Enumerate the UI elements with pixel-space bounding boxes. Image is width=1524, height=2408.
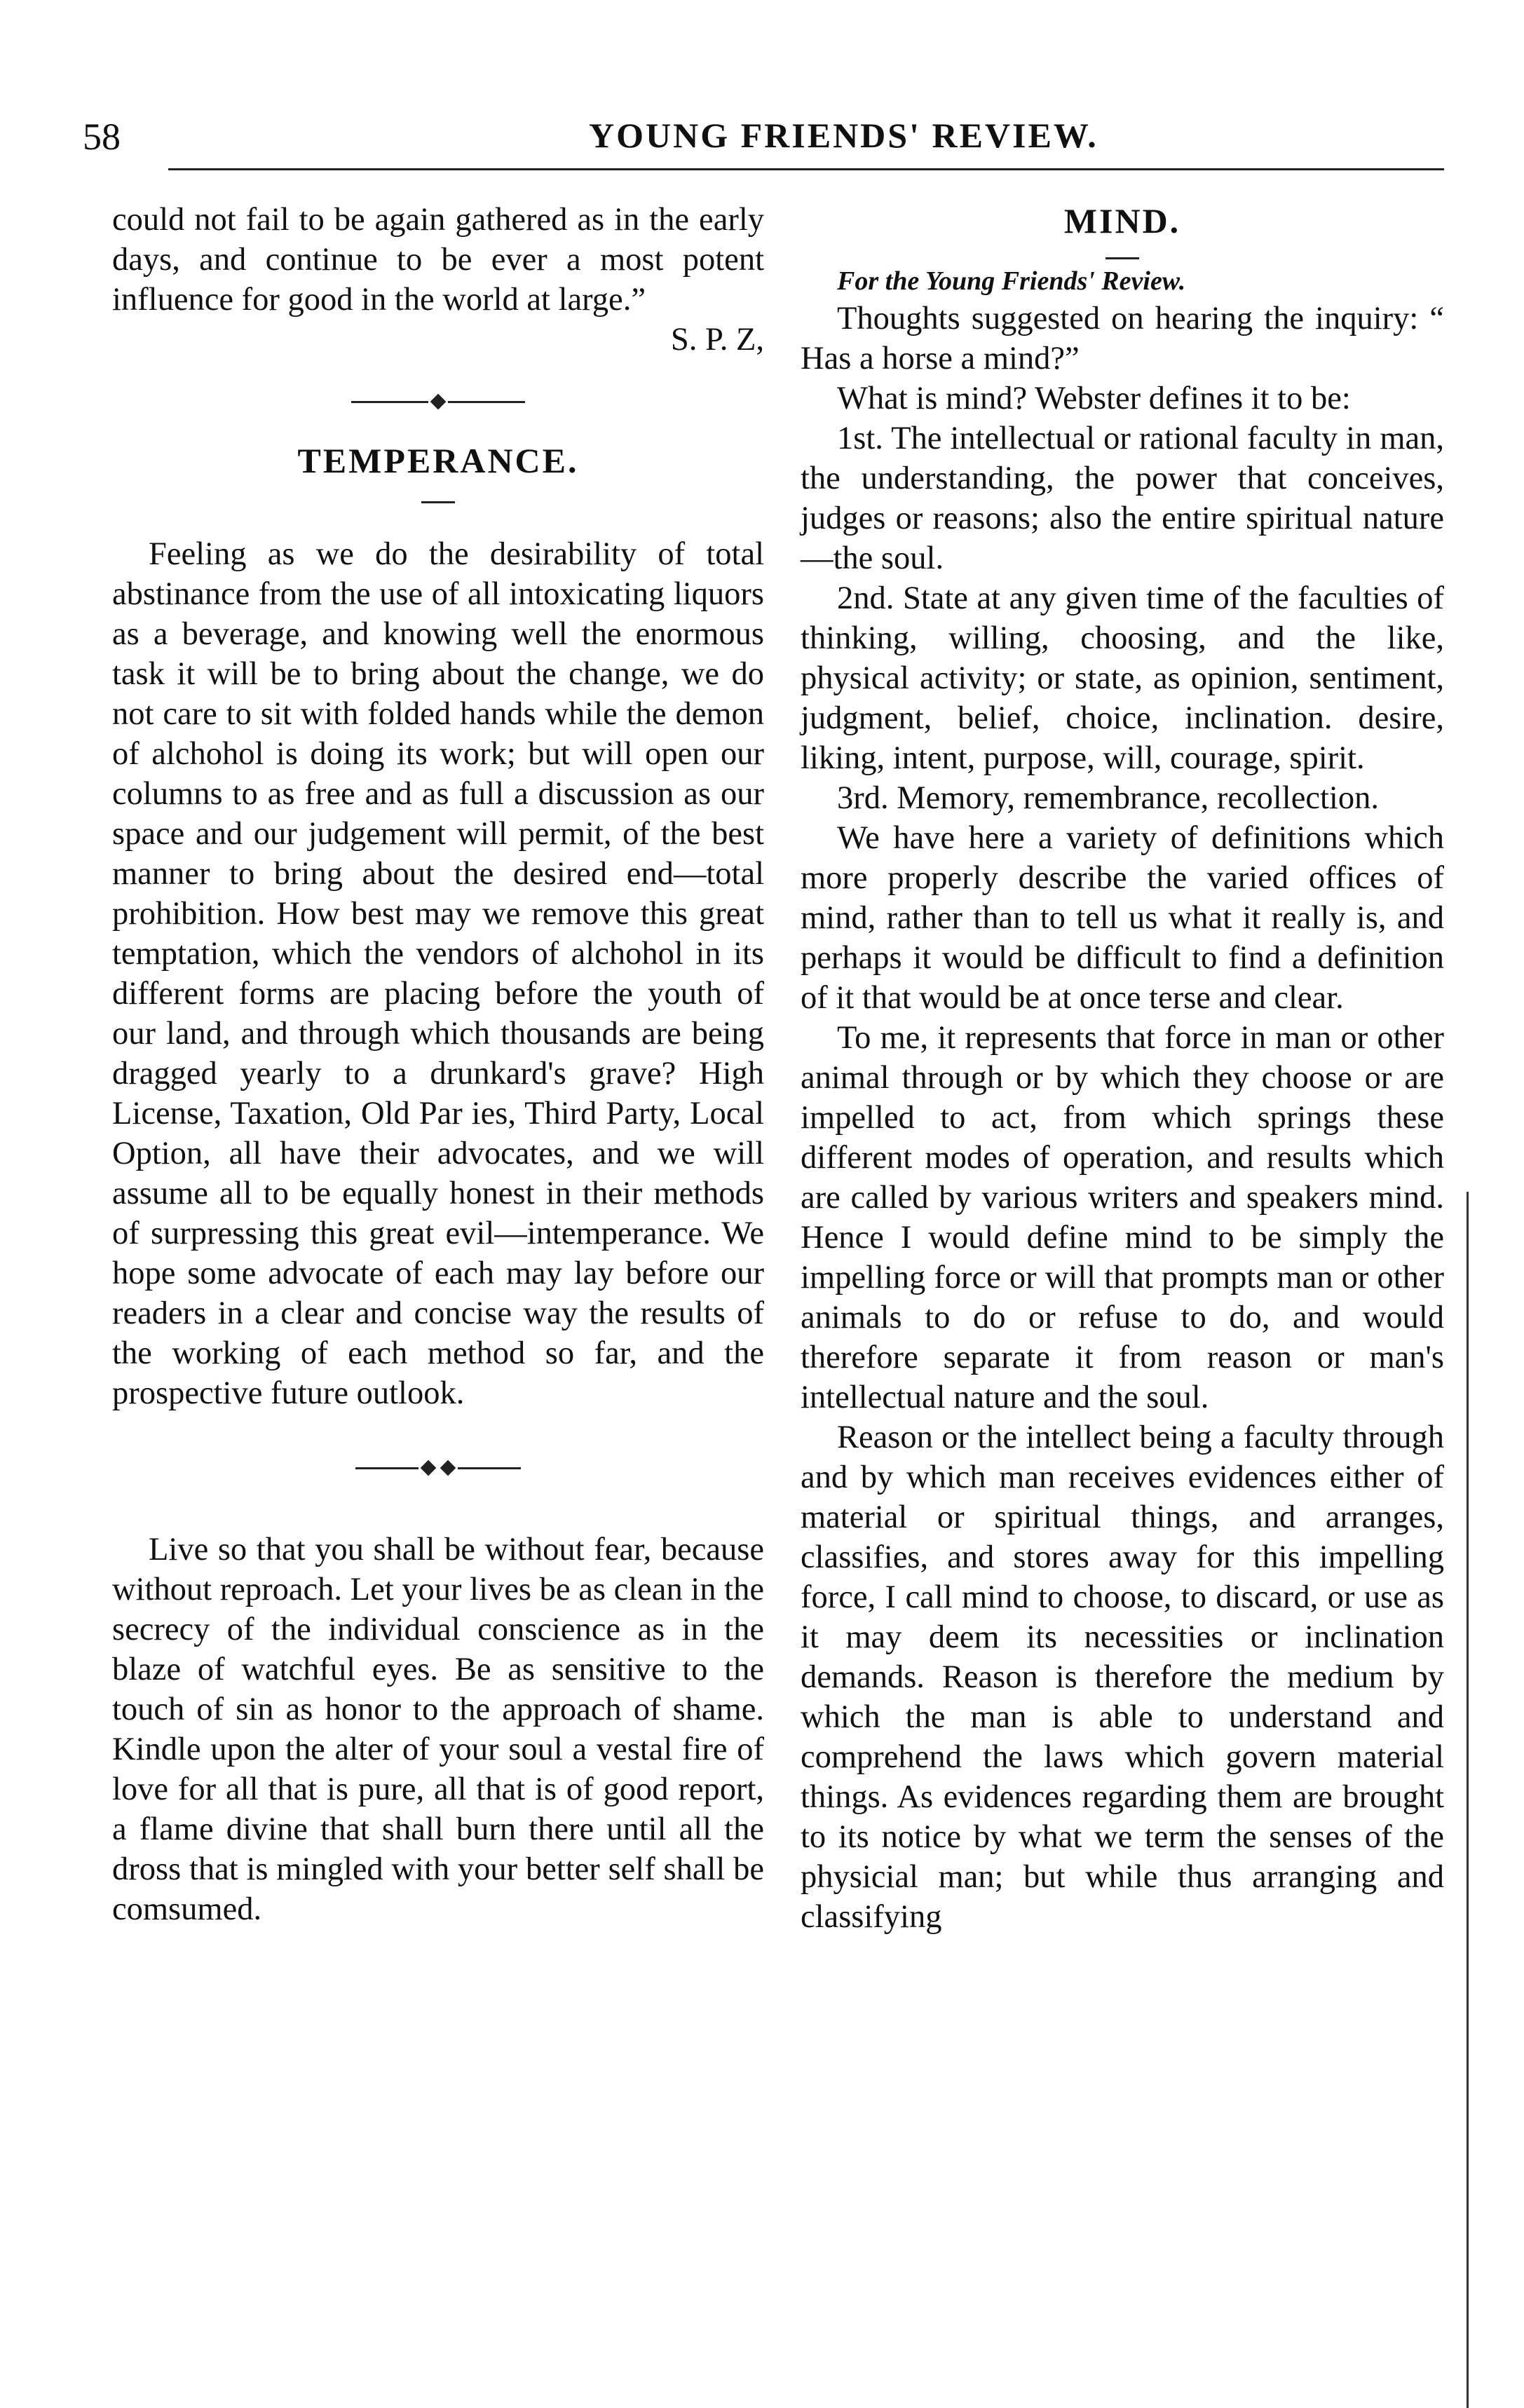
mind-paragraph: 3rd. Memory, remembrance, recollection. — [837, 780, 1379, 816]
right-column — [801, 200, 1444, 1937]
section-ornament — [112, 1462, 764, 1474]
temperance-title: TEMPERANCE. — [297, 441, 579, 480]
byline: For the Young Friends' Review. — [837, 266, 1186, 296]
temperance-paragraph: Feeling as we do the desirability of total abstinance from the use of all intoxicating liquors as a beverage, and knowing well the enormous task it will be to bring about the change, we do not care to sit with folded hands while the demon of alchohol is doing its work; but will open our columns to as free and as full a discussion as our space and our judgement will permit, of the best manner to bring about the desired end—total prohibition. How best may we remove this great temptation, which the vendors of alchohol in its different forms are placing before the youth of our land, and through which thousands are being dragged yearly to a drunkard's grave? High License, Taxation, Old Par ies, Third Party, Local Option, all have their advocates, and we will assume all to be equally honest in their methods of surpressing this great evil—intemperance. We hope some advocate of each may lay before our readers in a clear and concise way the results of the working of each method so far, and the prospective future outlook. — [112, 536, 764, 1411]
mind-title: MIND. — [1063, 201, 1181, 240]
section-ornament — [112, 396, 764, 407]
live-paragraph: Live so that you shall be without fear, because without reproach. Let your lives be as clean in the secrecy of the individual conscience as in the blaze of watchful eyes. Be as sensitive to the touch of sin as honor to the approach of shame. Kindle upon the alter of your soul a vestal fire of love for all that is pure, all that is of good report, a flame divine that shall burn there until all the dross that is mingled with your better self shall be comsumed. — [112, 1532, 764, 1927]
title-rule — [1105, 257, 1139, 259]
left-column — [112, 200, 764, 1929]
continuation-signature-line — [112, 320, 764, 360]
mind-paragraph: What is mind? Webster defines it to be: — [837, 381, 1351, 416]
mind-paragraph: We have here a variety of definitions which more properly describe the varied offices of mind, rather than to tell us what it really is, and perhaps it would be difficult to find a definition of it that would be at once terse and clear. — [801, 820, 1444, 1016]
mind-paragraph: 1st. The intellectual or rational faculty in man, the understanding, the power that conceives, judges or reasons; also the entire spiritual nature—the soul. — [801, 421, 1444, 576]
mind-paragraph: To me, it represents that force in man or other animal through or by which they choose or are impelled to act, from which springs these different modes of operation, and results which are called by various writers and speakers mind. Hence I would define mind to be simply the impelling force or will that prompts man or other animals to do or refuse to do, and would therefore separate it from reason or man's intellectual nature and the soul. — [801, 1020, 1444, 1415]
header-rule — [168, 168, 1444, 170]
mind-paragraph: Reason or the intellect being a faculty through and by which man receives evidences either of material or spiritual things, and arranges, classifies, and stores away for this impelling force, I call mind to choose, to discard, or use as it may deem its necessities or inclination demands. Reason is therefore the medium by which the man is able to understand and comprehend the laws which govern material things. As evidences regarding them are brought to its notice by what we term the senses of the physicial man; but while thus arranging and classifying — [801, 1420, 1444, 1935]
continuation-signature: S. P. Z, — [670, 322, 764, 358]
running-title: YOUNG FRIENDS' REVIEW. — [589, 116, 1098, 155]
title-rule — [421, 501, 455, 503]
mind-paragraph: Thoughts suggested on hearing the inquiry: “ Has a horse a mind?” — [801, 301, 1444, 376]
mind-paragraph: 2nd. State at any given time of the faculties of thinking, willing, choosing, and the like, physical activity; or state, as opinion, sentiment, judgment, belief, choice, inclination. desire, liking, intent, purpose, will, courage, spirit. — [801, 580, 1444, 776]
page-number: 58 — [83, 116, 121, 158]
page-edge-line — [1467, 1192, 1469, 2408]
continuation-text: could not fail to be again gathered as in the early days, and continue to be ever a most potent influence for good in the world at large.” — [112, 202, 764, 318]
